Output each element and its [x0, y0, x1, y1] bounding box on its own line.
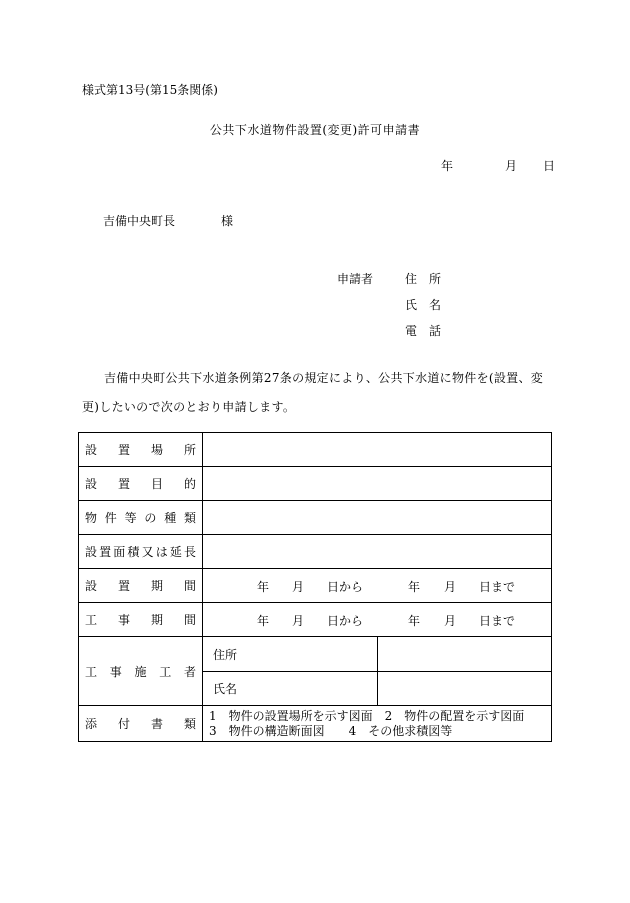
applicant-label: 申請者	[337, 272, 374, 286]
value-kind[interactable]	[203, 501, 552, 535]
label-contractor-address: 住所	[203, 637, 378, 672]
application-table	[78, 432, 552, 742]
row-location	[79, 433, 552, 467]
label-attachments: 添付書類	[85, 717, 196, 731]
date-month: 月	[505, 159, 518, 173]
addressee	[103, 212, 233, 229]
applicant-block	[337, 272, 441, 350]
label-purpose: 設置目的	[85, 477, 196, 491]
value-contractor-name[interactable]	[377, 672, 552, 706]
date-day: 日	[543, 159, 556, 173]
value-area[interactable]	[203, 535, 552, 569]
addressee-name: 吉備中央町長	[103, 214, 176, 228]
attachments-line-2: 3 物件の構造断面図 4 その他求積図等	[209, 723, 453, 738]
form-number: 様式第13号(第15条関係)	[82, 83, 218, 97]
attachments-line-1: 1 物件の設置場所を示す図面 2 物件の配置を示す図面	[209, 708, 525, 723]
row-install-period	[79, 569, 552, 603]
row-work-period	[79, 603, 552, 637]
row-kind	[79, 501, 552, 535]
value-location[interactable]	[203, 433, 552, 467]
value-purpose[interactable]	[203, 467, 552, 501]
label-contractor-name: 氏名	[203, 672, 378, 706]
row-purpose	[79, 467, 552, 501]
value-work-period[interactable]: 年 月 日から 年 月 日まで	[203, 603, 552, 637]
addressee-suffix: 様	[221, 214, 234, 228]
label-area: 設置面積又は延長	[85, 545, 196, 559]
label-contractor: 工事施工者	[85, 664, 196, 679]
row-contractor-address	[79, 637, 552, 672]
row-area	[79, 535, 552, 569]
label-work-period: 工事期間	[85, 613, 196, 627]
date-year: 年	[441, 159, 454, 173]
value-install-period[interactable]: 年 月 日から 年 月 日まで	[203, 569, 552, 603]
date-line	[441, 157, 555, 174]
value-attachments	[203, 706, 552, 742]
value-contractor-address[interactable]	[377, 637, 552, 672]
applicant-name-label: 氏 名	[405, 298, 442, 312]
applicant-phone-label: 電 話	[405, 324, 442, 338]
row-attachments	[79, 706, 552, 742]
body-text: 吉備中央町公共下水道条例第27条の規定により、公共下水道に物件を(設置、変更)したいので次のとおり申請します。	[82, 371, 544, 414]
document-title: 公共下水道物件設置(変更)許可申請書	[209, 123, 421, 137]
applicant-address-label: 住 所	[405, 272, 442, 286]
label-location: 設置場所	[85, 443, 196, 457]
label-kind: 物件等の種類	[85, 511, 196, 525]
label-install-period: 設置期間	[85, 579, 196, 593]
